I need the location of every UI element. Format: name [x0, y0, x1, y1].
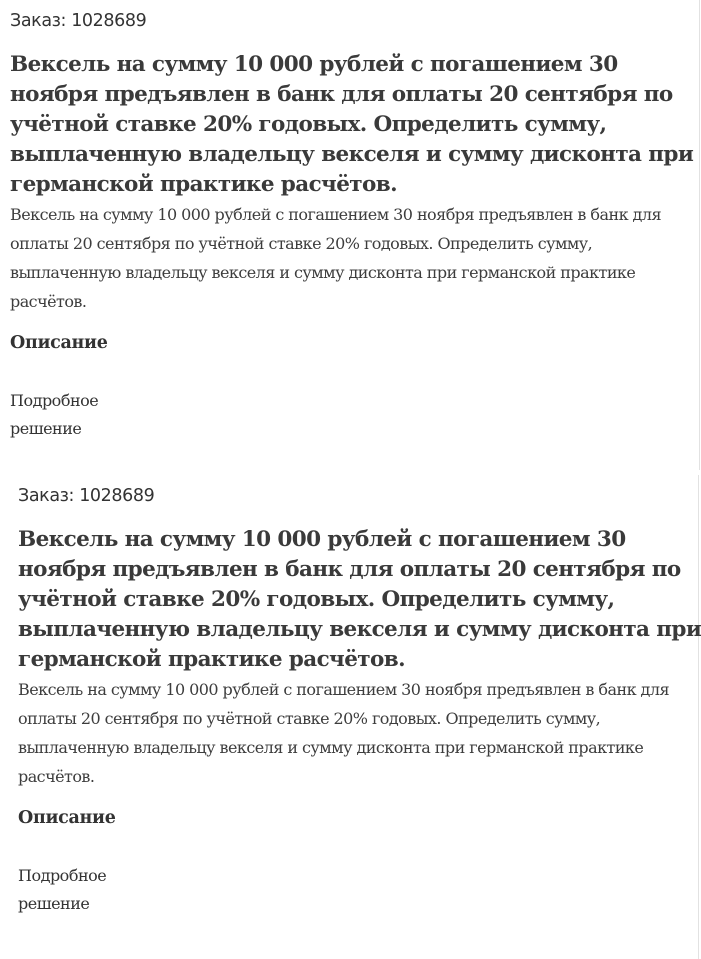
- detailed-solution-link[interactable]: Подробное решение: [18, 866, 107, 913]
- order-number: Заказ: 1028689: [18, 486, 155, 506]
- order-text: Вексель на сумму 10 000 рублей с погашением 30 ноября предъявлен в банк для оплаты 20 сентября по учётной ставке 20% годовых. Определить сумму, выплаченную владельцу векселя и сумму дисконта при германской практике расчётов.: [18, 680, 670, 786]
- order-card: [9, 475, 699, 959]
- detailed-solution-link[interactable]: Подробное решение: [10, 391, 99, 438]
- order-title: Вексель на сумму 10 000 рублей с погашением 30 ноября предъявлен в банк для оплаты 20 сентября по учётной ставке 20% годовых. Определить сумму, выплаченную владельцу векселя и сумму дисконта при германской практике расчётов.: [10, 52, 694, 197]
- description-heading: Описание: [18, 808, 116, 828]
- order-card: [0, 0, 700, 470]
- order-title: Вексель на сумму 10 000 рублей с погашением 30 ноября предъявлен в банк для оплаты 20 сентября по учётной ставке 20% годовых. Определить сумму, выплаченную владельцу векселя и сумму дисконта при германской практике расчётов.: [18, 527, 701, 672]
- order-number: Заказ: 1028689: [10, 11, 147, 31]
- order-text: Вексель на сумму 10 000 рублей с погашением 30 ноября предъявлен в банк для оплаты 20 сентября по учётной ставке 20% годовых. Определить сумму, выплаченную владельцу векселя и сумму дисконта при германской практике расчётов.: [10, 205, 662, 311]
- description-heading: Описание: [10, 333, 108, 353]
